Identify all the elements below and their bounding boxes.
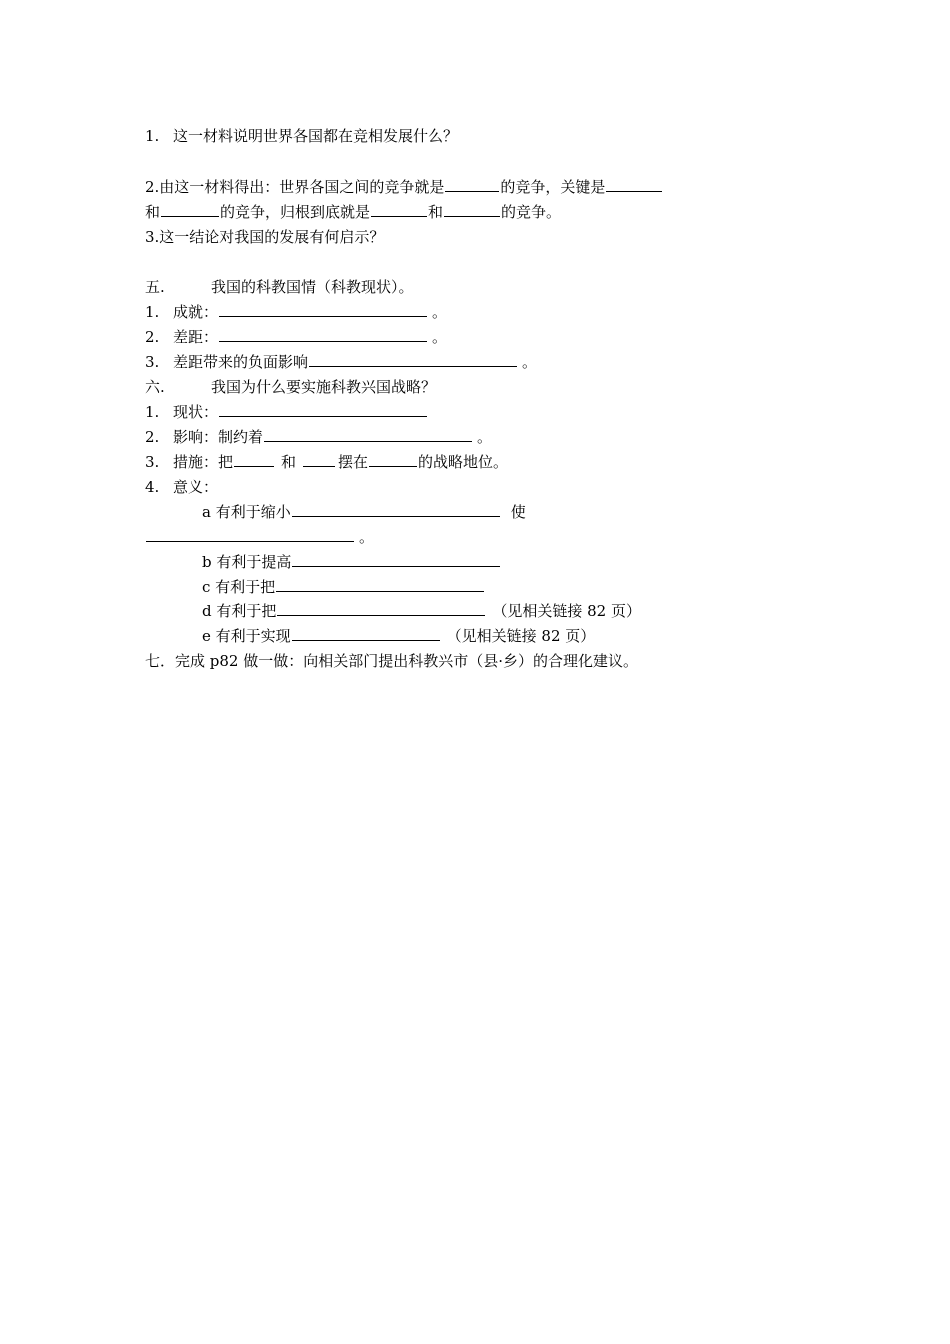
item-end: 。 (432, 328, 448, 346)
item-label: 差距： (173, 328, 219, 346)
section-5-item-3 (145, 352, 537, 372)
reference-note: （见相关链接 82 页） (446, 627, 596, 645)
section-6-heading (145, 377, 436, 397)
item-end: 。 (359, 528, 375, 546)
answer-blank[interactable] (292, 502, 500, 517)
question-number: 1. (145, 127, 160, 145)
answer-blank[interactable] (219, 302, 427, 317)
answer-blank[interactable] (219, 402, 427, 417)
section-title: 七．完成 p82 做一做：向相关部门提出科教兴市（县·乡）的合理化建议。 (145, 652, 638, 670)
sub-item-label: d 有利于把 (202, 602, 277, 620)
item-end: 。 (522, 353, 538, 371)
item-number: 3. (145, 353, 160, 371)
item-label: 影响：制约着 (173, 428, 264, 446)
section-6-item-4 (145, 477, 218, 497)
question-2-line-2 (145, 202, 561, 222)
meaning-b (202, 552, 501, 572)
answer-blank[interactable] (292, 552, 500, 567)
answer-blank[interactable] (264, 427, 472, 442)
meaning-c (202, 577, 485, 597)
section-5-item-2 (145, 327, 447, 347)
answer-blank[interactable] (606, 177, 662, 192)
section-6-item-3 (145, 452, 508, 472)
question-3 (145, 227, 384, 247)
sub-item-label: c 有利于把 (202, 578, 276, 596)
question-2-line-1 (145, 177, 663, 197)
section-title: 我国的科教国情（科教现状）。 (211, 278, 414, 296)
meaning-a (202, 502, 526, 522)
answer-blank[interactable] (219, 327, 427, 342)
answer-blank[interactable] (161, 202, 219, 217)
section-5-item-1 (145, 302, 447, 322)
meaning-e (202, 626, 595, 646)
meaning-d (202, 601, 641, 621)
section-6-item-1 (145, 402, 428, 422)
answer-blank[interactable] (146, 527, 354, 542)
section-title: 我国为什么要实施科教兴国战略？ (211, 378, 437, 396)
sub-item-label: b 有利于提高 (202, 553, 292, 571)
item-number: 1. (145, 303, 160, 321)
question-text: 和 (428, 203, 444, 221)
item-number: 4. (145, 478, 160, 496)
answer-blank[interactable] (371, 202, 427, 217)
reference-note: （见相关链接 82 页） (492, 602, 641, 620)
item-end: 。 (477, 428, 493, 446)
section-7 (145, 651, 638, 671)
item-label: 措施：把 (173, 453, 234, 471)
answer-blank[interactable] (292, 626, 440, 641)
sub-item-label: a 有利于缩小 (202, 503, 291, 521)
item-label: 意义： (173, 478, 219, 496)
sub-item-label: e 有利于实现 (202, 627, 291, 645)
item-end: 。 (432, 303, 448, 321)
answer-blank[interactable] (444, 202, 500, 217)
question-text: 的竞争。 (501, 203, 562, 221)
item-label: 的战略地位。 (418, 453, 509, 471)
question-text: 2.由这一材料得出：世界各国之间的竞争就是 (145, 178, 445, 196)
item-number: 1. (145, 403, 160, 421)
answer-blank[interactable] (309, 352, 517, 367)
answer-blank[interactable] (445, 177, 499, 192)
question-text: 的竞争，关键是 (500, 178, 606, 196)
item-label: 现状： (173, 403, 219, 421)
item-number: 2. (145, 328, 160, 346)
item-label: 摆在 (338, 453, 369, 471)
answer-blank[interactable] (277, 601, 485, 616)
question-1 (145, 126, 458, 146)
question-text: 3.这一结论对我国的发展有何启示？ (145, 228, 385, 246)
section-number: 五. (145, 278, 165, 296)
section-6-item-2 (145, 427, 492, 447)
sub-item-label: 使 (510, 503, 526, 521)
item-label: 成就： (173, 303, 219, 321)
question-text: 的竞争，归根到底就是 (220, 203, 371, 221)
answer-blank[interactable] (303, 452, 335, 467)
answer-blank[interactable] (369, 452, 417, 467)
answer-blank[interactable] (276, 577, 484, 592)
item-number: 2. (145, 428, 160, 446)
answer-blank[interactable] (234, 452, 274, 467)
section-number: 六. (145, 378, 165, 396)
item-label: 和 (281, 453, 297, 471)
item-label: 差距带来的负面影响 (173, 353, 309, 371)
meaning-a-continuation (145, 527, 374, 547)
item-number: 3. (145, 453, 160, 471)
question-text: 这一材料说明世界各国都在竞相发展什么？ (173, 127, 459, 145)
section-5-heading (145, 277, 414, 297)
question-text: 和 (145, 203, 161, 221)
